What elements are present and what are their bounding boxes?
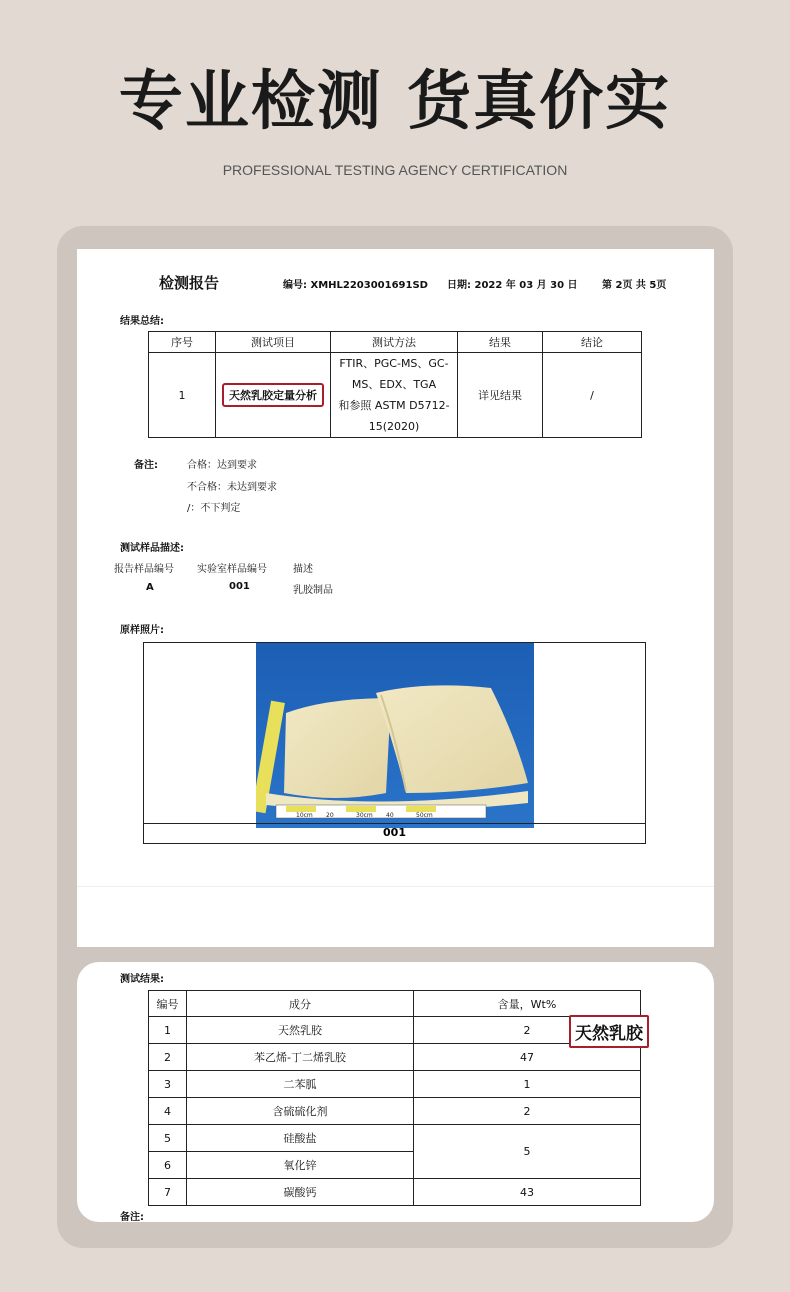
row-value: 2 xyxy=(414,1098,641,1125)
summary-cell-conclusion: / xyxy=(543,353,642,438)
summary-header: 测试方法 xyxy=(331,332,458,353)
photo-caption: 001 xyxy=(144,823,645,843)
summary-header: 测试项目 xyxy=(216,332,331,353)
summary-cell-no: 1 xyxy=(149,353,216,438)
summary-cell-method xyxy=(331,353,458,438)
table-row xyxy=(149,1071,641,1098)
sample-desc-label: 测试样品描述: xyxy=(120,543,184,554)
sample-value: A xyxy=(146,582,154,593)
report-title: 检测报告 xyxy=(159,274,220,292)
sample-header: 实验室样品编号 xyxy=(197,564,267,575)
method-line: MS、EDX、TGA xyxy=(351,378,437,391)
photo-label: 原样照片: xyxy=(120,625,164,636)
row-no: 3 xyxy=(149,1071,187,1098)
summary-cell-item xyxy=(216,353,331,438)
report-page xyxy=(77,249,714,947)
summary-header: 序号 xyxy=(149,332,216,353)
sample-value: 001 xyxy=(229,581,250,592)
sample-header: 描述 xyxy=(293,564,313,575)
ruler-label: 30cm xyxy=(356,812,373,819)
row-name: 氧化锌 xyxy=(187,1152,414,1179)
summary-table xyxy=(148,331,642,438)
ruler-label: 50cm xyxy=(416,812,433,819)
table-row xyxy=(149,1044,641,1071)
row-no: 2 xyxy=(149,1044,187,1071)
row-value: 1 xyxy=(414,1071,641,1098)
results-header: 成分 xyxy=(187,991,414,1017)
row-no: 5 xyxy=(149,1125,187,1152)
row-name: 含硫硫化剂 xyxy=(187,1098,414,1125)
notes-line: /：不下判定 xyxy=(187,503,241,514)
method-line: 和参照 ASTM D5712- xyxy=(338,399,450,412)
summary-cell-result: 详见结果 xyxy=(458,353,543,438)
ruler-label: 40 xyxy=(386,812,394,819)
row-value: 43 xyxy=(414,1179,641,1206)
results-header: 含量，Wt% xyxy=(414,991,641,1017)
method-line: 15(2020) xyxy=(368,420,420,433)
ruler-label: 10cm xyxy=(296,812,313,819)
row-no: 4 xyxy=(149,1098,187,1125)
table-row xyxy=(149,1125,641,1152)
latex-sample-photo xyxy=(256,643,534,828)
row-name: 硅酸盐 xyxy=(187,1125,414,1152)
table-row xyxy=(149,1098,641,1125)
row-name: 二苯胍 xyxy=(187,1071,414,1098)
notes-label: 备注: xyxy=(134,460,158,471)
results-note-label: 备注: xyxy=(120,1212,144,1222)
results-table xyxy=(148,990,641,1206)
row-value: 47 xyxy=(414,1044,641,1071)
notes-line: 合格：达到要求 xyxy=(187,460,257,471)
row-no: 6 xyxy=(149,1152,187,1179)
summary-label: 结果总结: xyxy=(120,316,164,327)
summary-header: 结果 xyxy=(458,332,543,353)
report-number: 编号: XMHL2203001691SD xyxy=(283,280,428,291)
row-name: 苯乙烯-丁二烯乳胶 xyxy=(187,1044,414,1071)
notes-line: 不合格：未达到要求 xyxy=(187,482,277,493)
sample-value: 乳胶制品 xyxy=(293,585,333,596)
row-no: 1 xyxy=(149,1017,187,1044)
row-no: 7 xyxy=(149,1179,187,1206)
sample-photo-frame xyxy=(143,642,646,844)
ruler-label: 20 xyxy=(326,812,334,819)
results-label: 测试结果: xyxy=(120,974,164,985)
natural-latex-callout: 天然乳胶 xyxy=(569,1015,649,1048)
page-divider xyxy=(77,886,714,887)
report-page-number: 第 2页 共 5页 xyxy=(602,280,667,291)
table-row xyxy=(149,1017,641,1044)
row-name: 碳酸钙 xyxy=(187,1179,414,1206)
report-date: 日期: 2022 年 03 月 30 日 xyxy=(447,280,578,291)
row-name: 天然乳胶 xyxy=(187,1017,414,1044)
row-value: 2 xyxy=(414,1017,641,1044)
method-line: FTIR、PGC-MS、GC- xyxy=(339,357,449,370)
hero-subtitle: PROFESSIONAL TESTING AGENCY CERTIFICATION xyxy=(222,162,568,178)
row-value-merged: 5 xyxy=(414,1125,641,1179)
summary-header: 结论 xyxy=(543,332,642,353)
test-item-highlight: 天然乳胶定量分析 xyxy=(222,383,324,407)
hero-title: 专业检测 货真价实 xyxy=(118,65,672,139)
sample-header: 报告样品编号 xyxy=(114,564,174,575)
results-page xyxy=(77,962,714,1222)
table-row xyxy=(149,1179,641,1206)
results-header: 编号 xyxy=(149,991,187,1017)
